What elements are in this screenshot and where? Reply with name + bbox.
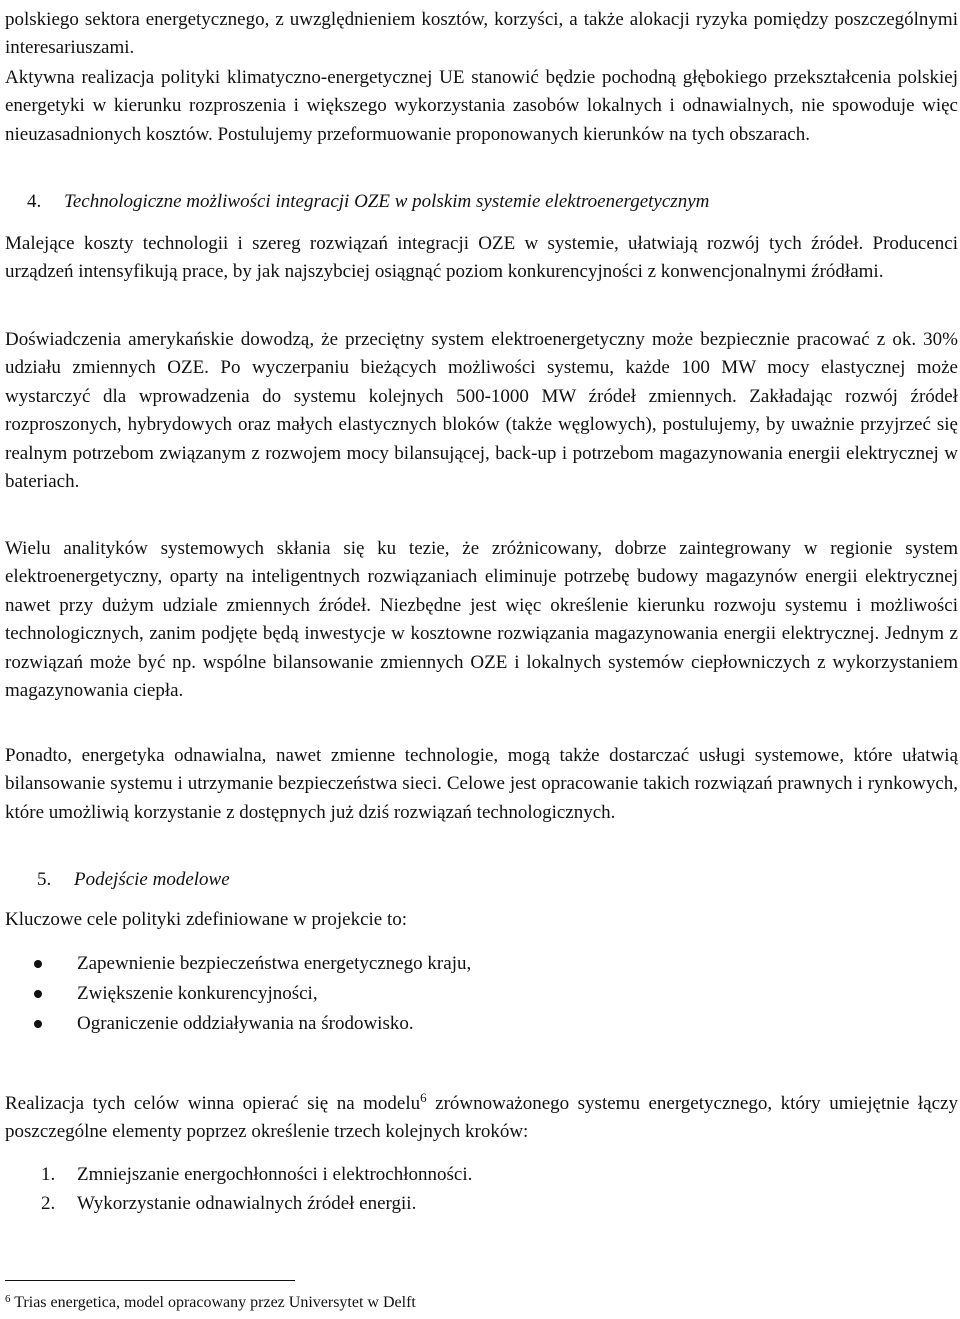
section-5-number: 5.	[37, 869, 52, 890]
bullet-icon	[34, 990, 42, 998]
section-4-heading	[27, 188, 958, 216]
paragraph-aktywna: Aktywna realizacja polityki klimatyczno-energetycznej UE stanowić będzie pochodną głębokiego przekształcenia polskiej energetyki w kierunku rozproszenia i większego wykorzystania zasobów lokalnych i odnawialnych, nie spowoduje więc nieuzasadnionych kosztów. Postulujemy przeformuowanie proponowanych kierunków na tych obszarach.	[5, 67, 958, 145]
bullet-icon	[34, 960, 42, 968]
steps-numbered-list	[5, 1160, 472, 1218]
list-item: Ograniczenie oddziaływania na środowisko.	[5, 1009, 471, 1039]
paragraph-wielu: Wielu analityków systemowych skłania się ku tezie, że zróżnicowany, dobrze zaintegrowany w regionie system elektroenergetyczny, oparty na inteligentnych rozwiązaniach eliminuje potrzebę budowy magazynów energii elektrycznej nawet przy dużym udziale zmiennych źródeł. Niezbędne jest więc określenie kierunku rozwoju systemu i możliwości technologicznych, zanim podjęte będą inwestycje w kosztowne rozwiązania magazynowania energii elektrycznej. Jednym z rozwiązań może być np. wspólne bilansowanie zmiennych OZE i lokalnych systemów ciepłowniczych z wykorzystaniem magazynowania ciepła.	[5, 538, 958, 702]
list-item: 1. Zmniejszanie energochłonności i elektrochłonności.	[41, 1164, 473, 1185]
footnote-text: Trias energetica, model opracowany przez Universytet w Delft	[10, 1294, 416, 1311]
list-item: Zwiększenie konkurencyjności,	[5, 979, 471, 1009]
footnote-divider	[5, 1280, 295, 1281]
footnote	[5, 1292, 416, 1314]
intro-paragraph: polskiego sektora energetycznego, z uwzględnieniem kosztów, korzyści, a także alokacji ryzyka pomiędzy poszczególnymi interesariuszami.	[5, 9, 958, 59]
goals-bullet-list	[5, 949, 471, 1039]
list-item: Zapewnienie bezpieczeństwa energetycznego kraju,	[5, 949, 471, 979]
footnote-reference[interactable]: 6	[420, 1090, 427, 1105]
paragraph-malejace: Malejące koszty technologii i szereg rozwiązań integracji OZE w systemie, ułatwiają rozwój tych źródeł. Producenci urządzeń intensyfikują prace, by jak najszybciej osiągnąć poziom konkurencyjności z konwencjonalnymi źródłami.	[5, 233, 958, 283]
list-item: 2. Wykorzystanie odnawialnych źródeł energii.	[41, 1193, 417, 1214]
paragraph-realizacja: Realizacja tych celów winna opierać się na modelu$^6$ zrównoważonego systemu energetycznego, który umiejętnie łączy poszczególne elementy poprzez określenie trzech kolejnych kroków:	[5, 1090, 958, 1143]
paragraph-doswiadczenia: Doświadczenia amerykańskie dowodzą, że przeciętny system elektroenergetyczny może bezpiecznie pracować z ok. 30% udziału zmiennych OZE. Po wyczerpaniu bieżących możliwości systemu, każde 100 MW mocy elastycznej może wystarczyć dla wprowadzenia do systemu kolejnych 500-1000 MW źródeł zmiennych. Zakładając rozwój źródeł rozproszonych, hybrydowych oraz małych elastycznych bloków (także węglowych), postulujemy, by uważnie przyjrzeć się realnym potrzebom związanym z rozwojem mocy bilansującej, back-up i potrzebom magazynowania energii elektrycznej w bateriach.	[5, 329, 958, 493]
bullet-icon	[34, 1020, 42, 1028]
paragraph-kluczowe: Kluczowe cele polityki zdefiniowane w projekcie to:	[5, 909, 408, 930]
section-4-number: 4.	[27, 191, 42, 212]
paragraph-ponadto: Ponadto, energetyka odnawialna, nawet zmienne technologie, mogą także dostarczać usługi systemowe, które ułatwią bilansowanie systemu i utrzymanie bezpieczeństwa sieci. Celowe jest opracowanie takich rozwiązań prawnych i rynkowych, które umożliwią korzystanie z dostępnych już dziś rozwiązań technologicznych.	[5, 745, 958, 823]
section-4-title: Technologiczne możliwości integracji OZE w polskim systemie elektroenergetycznym	[64, 191, 710, 212]
section-5-title: Podejście modelowe	[74, 869, 230, 890]
section-5-heading	[37, 866, 958, 894]
footnote-number: 6	[5, 1293, 11, 1305]
